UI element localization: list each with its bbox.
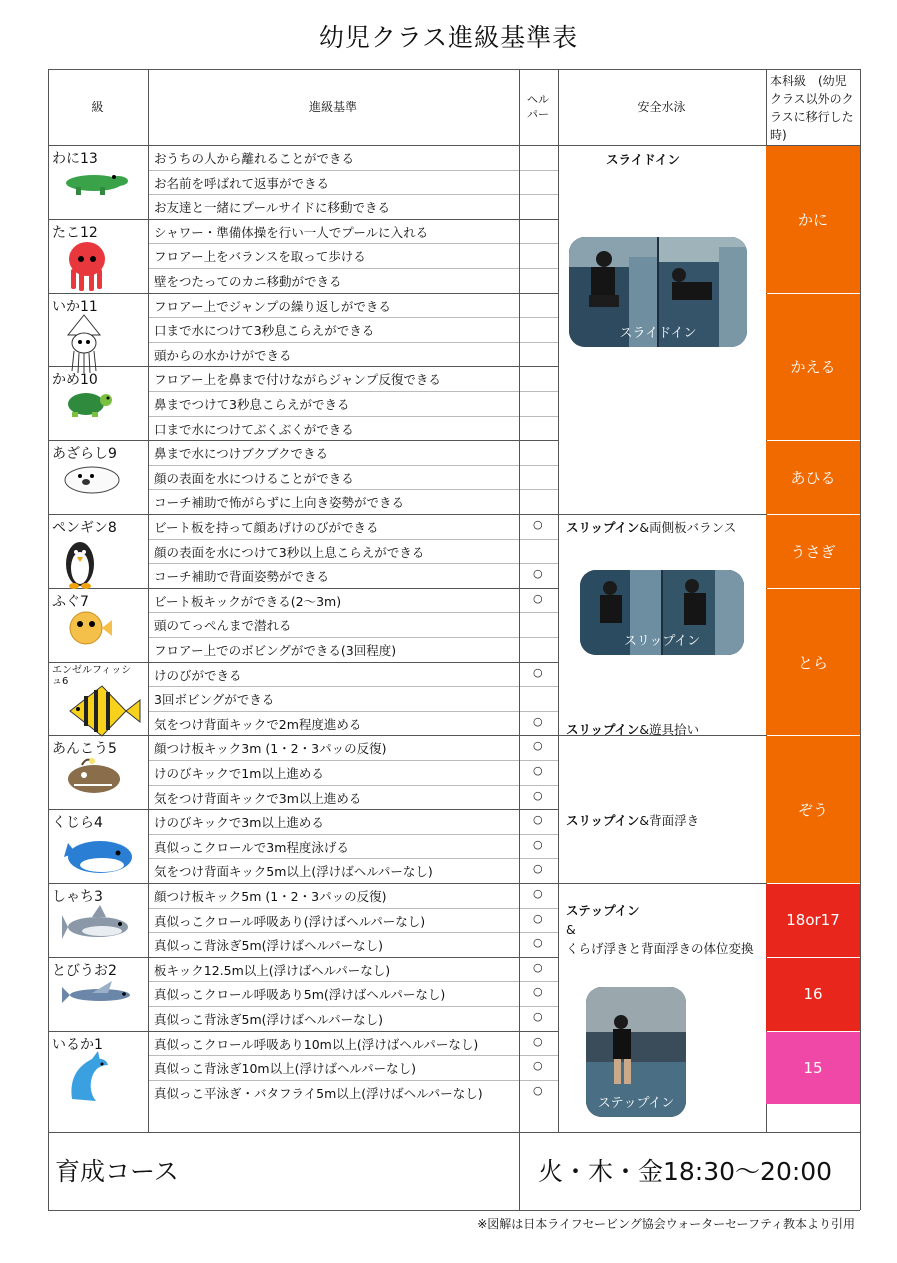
criterion-divider	[148, 981, 558, 982]
octopus-icon	[62, 239, 112, 297]
helper-mark: ○	[533, 591, 543, 605]
grade-name: ペンギン8	[52, 520, 117, 536]
table-bottom	[48, 1132, 860, 1133]
safety-step-in: ステップイン & くらげ浮きと背面浮きの体位変換	[566, 903, 754, 956]
criterion-divider	[148, 268, 558, 269]
criterion-text: 真似っこクロールで3m程度泳げる	[154, 839, 349, 855]
criterion-text: 真似っこクロール呼吸あり(浮けばヘルパーなし)	[154, 913, 426, 929]
criterion-text: 板キック12.5m以上(浮けばヘルパーなし)	[154, 962, 391, 978]
slip-in-caption: スリップイン	[623, 634, 701, 649]
criterion-text: フロアー上をバランスを取って歩ける	[154, 249, 366, 265]
main-grade-cell: とら	[766, 589, 860, 736]
grade-divider	[48, 588, 558, 589]
safety-divider	[558, 883, 766, 884]
criterion-divider	[148, 932, 558, 933]
grade-name: いるか1	[52, 1036, 103, 1053]
helper-mark: ○	[533, 1034, 543, 1048]
criterion-text: 真似っこ平泳ぎ・バタフライ5m以上(浮けばヘルパーなし)	[154, 1085, 483, 1101]
slip-in-photo	[580, 570, 744, 655]
criterion-text: 真似っこ背泳ぎ5m(浮けばヘルパーなし)	[154, 938, 384, 954]
criterion-text: おうちの人から離れることができる	[154, 151, 355, 166]
criterion-divider	[148, 686, 558, 687]
criterion-divider	[148, 563, 558, 564]
criterion-divider	[148, 760, 558, 761]
grade-name: エンゼルフィッシュ6	[52, 664, 132, 687]
criterion-text: ビート板を持って顔あげけのびができる	[154, 520, 379, 535]
flyingfish-icon	[62, 977, 138, 1015]
pufferfish-icon	[62, 608, 114, 650]
criterion-text: けのびキックで1m以上進める	[154, 766, 324, 781]
criterion-divider	[148, 1006, 558, 1007]
frame-right	[860, 69, 861, 1210]
criterion-divider	[148, 858, 558, 859]
grade-divider	[48, 957, 558, 958]
helper-mark: ○	[533, 788, 543, 802]
criterion-text: 口まで水につけて3秒息こらえができる	[154, 323, 375, 339]
criterion-divider	[148, 465, 558, 466]
grade-divider	[48, 366, 558, 367]
helper-mark: ○	[533, 1010, 543, 1023]
criterion-text: フロアー上でジャンプの繰り返しができる	[154, 298, 391, 314]
grade-divider	[48, 219, 558, 220]
main-grade-cell: 15	[766, 1032, 860, 1105]
criterion-divider	[148, 908, 558, 909]
criterion-text: ビート板キックができる(2〜3m)	[154, 593, 342, 609]
criterion-text: 気をつけ背面キックで3m以上進める	[154, 790, 362, 806]
helper-mark: ○	[533, 1059, 543, 1073]
helper-mark: ○	[533, 936, 543, 950]
col-line	[519, 69, 520, 1210]
dolphin-icon	[62, 1051, 114, 1111]
crocodile-icon	[62, 165, 128, 203]
course-name: 育成コース	[55, 1157, 179, 1186]
criterion-text: 顔の表面を水につけて3秒以上息こらえができる	[154, 544, 425, 560]
criterion-text: 鼻までつけて3秒息こらえができる	[154, 397, 350, 412]
helper-mark: ○	[533, 862, 543, 876]
header-safety: 安全水泳	[637, 100, 686, 114]
criterion-divider	[148, 489, 558, 490]
helper-mark: ○	[533, 764, 543, 777]
safety-divider	[558, 514, 766, 515]
course-schedule: 火・木・金18:30〜20:00	[538, 1157, 833, 1186]
criterion-divider	[148, 170, 558, 171]
criterion-text: 頭からの水かけができる	[154, 347, 292, 363]
angelfish-icon	[62, 682, 142, 744]
anglerfish-icon	[62, 755, 126, 799]
grade-divider	[48, 809, 558, 810]
criterion-text: 顔の表面を水につけることができる	[154, 470, 354, 486]
page-title: 幼児クラス進級基準表	[318, 23, 579, 52]
criterion-text: シャワー・準備体操を行い一人でプールに入れる	[154, 224, 429, 240]
grade-name: くじら4	[52, 815, 103, 832]
grade-name: ふぐ7	[52, 593, 89, 610]
step-in-caption: ステップイン	[597, 1096, 675, 1111]
criterion-divider	[148, 539, 558, 540]
criterion-text: 気をつけ背面キックで2m程度進める	[154, 716, 362, 732]
safety-slide-in: スライドイン	[606, 152, 681, 167]
main-grade-cell: あひる	[766, 441, 860, 514]
main-grade-cell: ぞう	[766, 736, 860, 883]
grade-divider	[48, 293, 558, 294]
main-grade-cell: 16	[766, 958, 860, 1031]
col-line	[558, 69, 559, 1132]
penguin-icon	[62, 534, 98, 594]
helper-mark: ○	[533, 739, 543, 753]
criterion-text: 鼻まで水につけブクブクできる	[154, 446, 329, 462]
criterion-text: お名前を呼ばれて返事ができる	[154, 175, 330, 191]
slide-in-caption: スライドイン	[619, 326, 697, 341]
helper-mark: ○	[533, 714, 543, 728]
header-criteria: 進級基準	[308, 100, 357, 114]
seal-icon	[62, 460, 122, 500]
helper-mark: ○	[533, 837, 543, 851]
criterion-text: コーチ補助で怖がらずに上向き姿勢ができる	[154, 495, 405, 511]
criterion-divider	[148, 1055, 558, 1056]
grade-name: かめ10	[52, 372, 98, 389]
criterion-divider	[148, 317, 558, 318]
grade-divider	[48, 1031, 558, 1032]
header-main-grade: 本科級 (幼児クラス以外のクラスに移行した時)	[770, 74, 854, 142]
helper-mark: ○	[533, 1083, 543, 1097]
helper-mark: ○	[533, 960, 543, 974]
criterion-text: コーチ補助で背面姿勢ができる	[154, 569, 330, 585]
criterion-divider	[148, 785, 558, 786]
whale-icon	[62, 829, 138, 879]
grade-name: あんこう5	[52, 741, 117, 758]
criterion-text: けのびができる	[154, 667, 242, 683]
criterion-text: 頭のてっぺんまで潜れる	[154, 618, 292, 634]
criterion-text: 顔つけ板キック5m (1・2・3パッの反復)	[154, 889, 387, 904]
criterion-text: 口まで水につけてぶくぶくができる	[154, 421, 354, 437]
criterion-text: フロアー上を鼻まで付けながらジャンプ反復できる	[154, 372, 441, 388]
criterion-text: 壁をつたってのカニ移動ができる	[154, 274, 342, 289]
source-note: ※図解は日本ライフセービング協会ウォーターセーフティ教本より引用	[477, 1217, 855, 1231]
helper-mark: ○	[533, 813, 543, 827]
grade-divider	[48, 440, 558, 441]
helper-mark: ○	[533, 911, 543, 925]
criterion-text: 顔つけ板キック3m (1・2・3パッの反復)	[154, 741, 387, 757]
safety-slip-in-back: スリップイン&背面浮き	[566, 813, 700, 828]
criterion-text: けのびキックで3m以上進める	[154, 815, 324, 831]
header-grade: 級	[91, 100, 104, 114]
helper-mark: ○	[533, 887, 543, 900]
criterion-divider	[148, 391, 558, 392]
helper-mark: ○	[533, 985, 543, 999]
frame-bottom	[48, 1210, 860, 1211]
grade-divider	[48, 514, 558, 515]
grade-name: しゃち3	[52, 889, 103, 905]
criterion-text: フロアー上でのボビングができる(3回程度)	[154, 643, 397, 658]
criterion-divider	[148, 711, 558, 712]
header-bottom	[48, 145, 860, 146]
safety-slip-in-balance: スリップイン&両側板バランス	[566, 520, 737, 535]
step-in-photo	[586, 987, 686, 1117]
criterion-divider	[148, 834, 558, 835]
grade-name: あざらし9	[52, 446, 117, 463]
header-helper: ヘル パー	[527, 93, 549, 121]
helper-mark: ○	[533, 665, 543, 679]
grade-divider	[48, 662, 558, 663]
criterion-text: 真似っこクロール呼吸あり5m(浮けばヘルパーなし)	[154, 987, 446, 1003]
criterion-divider	[148, 637, 558, 638]
criterion-divider	[148, 416, 558, 417]
main-grade-cell: かに	[766, 146, 860, 293]
grade-name: いか11	[52, 298, 98, 315]
turtle-icon	[62, 386, 114, 422]
criterion-divider	[148, 612, 558, 613]
criterion-divider	[148, 194, 558, 195]
grade-name: たこ12	[52, 224, 98, 241]
shark-icon	[62, 903, 134, 951]
criterion-text: 真似っこ背泳ぎ5m(浮けばヘルパーなし)	[154, 1012, 384, 1027]
safety-slip-in-tools: スリップイン&遊具拾い	[566, 722, 700, 737]
grade-divider	[48, 883, 558, 884]
criterion-text: お友達と一緒にプールサイドに移動できる	[154, 200, 391, 216]
criterion-text: 3回ボビングができる	[154, 692, 275, 708]
criterion-text: 真似っこクロール呼吸あり10m以上(浮けばヘルパーなし)	[154, 1036, 479, 1052]
helper-mark: ○	[533, 567, 543, 581]
main-grade-cell: 18or17	[766, 884, 860, 957]
criterion-divider	[148, 243, 558, 244]
criterion-divider	[148, 1080, 558, 1081]
main-grade-cell: かえる	[766, 294, 860, 441]
criterion-text: 気をつけ背面キック5m以上(浮けばヘルパーなし)	[154, 864, 433, 880]
helper-mark: ○	[533, 518, 543, 531]
main-grade-cell: うさぎ	[766, 515, 860, 588]
slide-in-photo	[569, 237, 747, 347]
frame-left	[48, 69, 49, 1210]
grade-name: わに13	[52, 151, 98, 167]
col-line	[148, 69, 149, 1132]
criterion-text: 真似っこ背泳ぎ10m以上(浮けばヘルパーなし)	[154, 1061, 416, 1077]
criterion-divider	[148, 342, 558, 343]
grade-name: とびうお2	[52, 962, 117, 979]
